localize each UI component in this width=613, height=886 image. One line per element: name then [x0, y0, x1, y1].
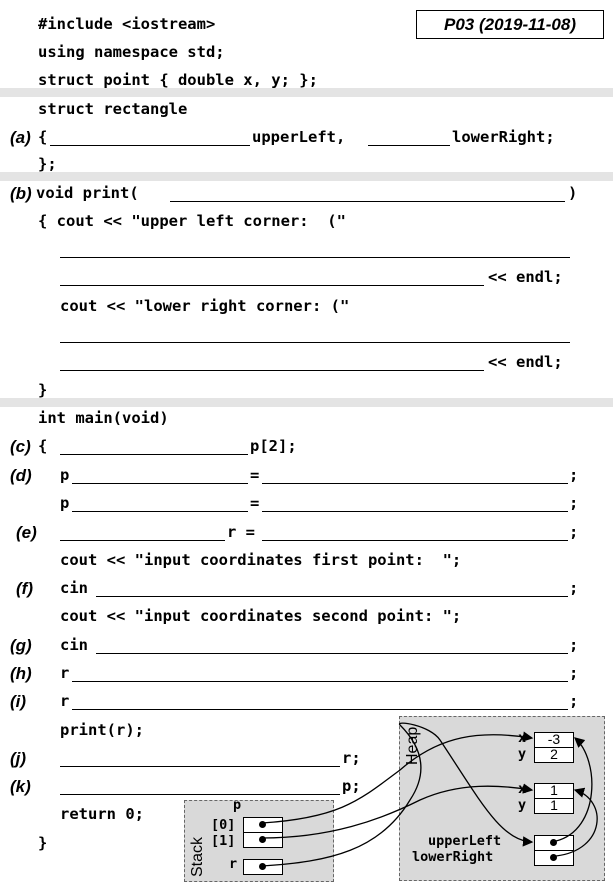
- lowerRight-label: lowerRight: [412, 849, 494, 865]
- question-label-a: (a): [10, 128, 31, 147]
- code-text: using namespace std;: [38, 43, 225, 61]
- code-text: cout << "input coordinates first point: ";: [60, 551, 462, 569]
- code-text: cout << "lower right corner: (": [60, 297, 350, 315]
- arrow-p0-to-point1: [262, 735, 532, 823]
- code-text: ;: [569, 494, 579, 512]
- p-label: p: [233, 797, 242, 813]
- y-label: y: [518, 797, 527, 813]
- code-text: r;: [342, 749, 361, 767]
- question-label-b: (b): [10, 184, 32, 203]
- question-label-f: (f): [16, 579, 33, 598]
- point1-y-cell: 2: [534, 747, 574, 763]
- question-label-d: (d): [10, 466, 32, 485]
- code-text: =: [250, 466, 260, 484]
- code-text: int main(void): [38, 409, 169, 427]
- stack-label: Stack: [189, 836, 206, 877]
- code-text: ): [568, 184, 578, 202]
- code-text: p[2];: [250, 437, 297, 455]
- code-text: ;: [569, 664, 579, 682]
- question-label-k: (k): [10, 777, 31, 796]
- code-text: print(r);: [60, 721, 144, 739]
- code-text: << endl;: [488, 268, 563, 286]
- code-text: cout << "input coordinates second point: ";: [60, 607, 462, 625]
- arrow-upperLeft-to-point1: [556, 738, 592, 841]
- code-text: r: [60, 692, 70, 710]
- point2-y-cell: 1: [534, 798, 574, 814]
- code-text: lowerRight;: [452, 128, 555, 146]
- x-label: x: [518, 781, 527, 797]
- y-label: y: [518, 746, 527, 762]
- code-text: =: [250, 494, 260, 512]
- title-box: P03 (2019-11-08): [416, 10, 604, 39]
- code-text: }: [38, 834, 48, 852]
- code-text: return 0;: [60, 805, 144, 823]
- code-text: };: [38, 155, 57, 173]
- code-text: ;: [569, 523, 579, 541]
- code-text: ;: [569, 692, 579, 710]
- code-text: #include <iostream>: [38, 15, 216, 33]
- code-text: {: [38, 437, 48, 455]
- code-text: struct point { double x, y; };: [38, 71, 318, 89]
- code-text: }: [38, 381, 48, 399]
- code-text: cin: [60, 579, 88, 597]
- arrow-p1-to-point2: [262, 786, 532, 838]
- code-text: struct rectangle: [38, 100, 188, 118]
- code-text: << endl;: [488, 353, 563, 371]
- point1-x-cell: -3: [534, 732, 574, 748]
- question-label-j: (j): [10, 749, 27, 768]
- code-text: ;: [569, 466, 579, 484]
- code-text: { cout << "upper left corner: (": [38, 212, 346, 230]
- code-text: p: [60, 494, 70, 512]
- code-text: cin: [60, 636, 88, 654]
- x-label: x: [518, 730, 527, 746]
- code-text: r =: [227, 523, 255, 541]
- code-text: p: [60, 466, 70, 484]
- question-label-g: (g): [10, 636, 32, 655]
- heap-label: Heap: [404, 726, 421, 765]
- code-text: r: [60, 664, 70, 682]
- index-1-label: [1]: [211, 833, 236, 849]
- code-text: {: [38, 128, 48, 146]
- r-label: r: [229, 856, 238, 872]
- question-label-h: (h): [10, 664, 32, 683]
- question-label-e: (e): [16, 523, 37, 542]
- arrow-r-to-rectangle: [262, 723, 532, 866]
- code-text: ;: [569, 579, 579, 597]
- code-text: void print(: [36, 184, 139, 202]
- question-label-i: (i): [10, 692, 27, 711]
- upperLeft-label: upperLeft: [428, 833, 502, 849]
- question-label-c: (c): [10, 437, 31, 456]
- point2-x-cell: 1: [534, 783, 574, 799]
- index-0-label: [0]: [211, 817, 236, 833]
- arrow-lowerRight-to-point2: [556, 790, 597, 856]
- code-text: ;: [569, 636, 579, 654]
- code-text: upperLeft,: [252, 128, 346, 146]
- code-text: p;: [342, 777, 361, 795]
